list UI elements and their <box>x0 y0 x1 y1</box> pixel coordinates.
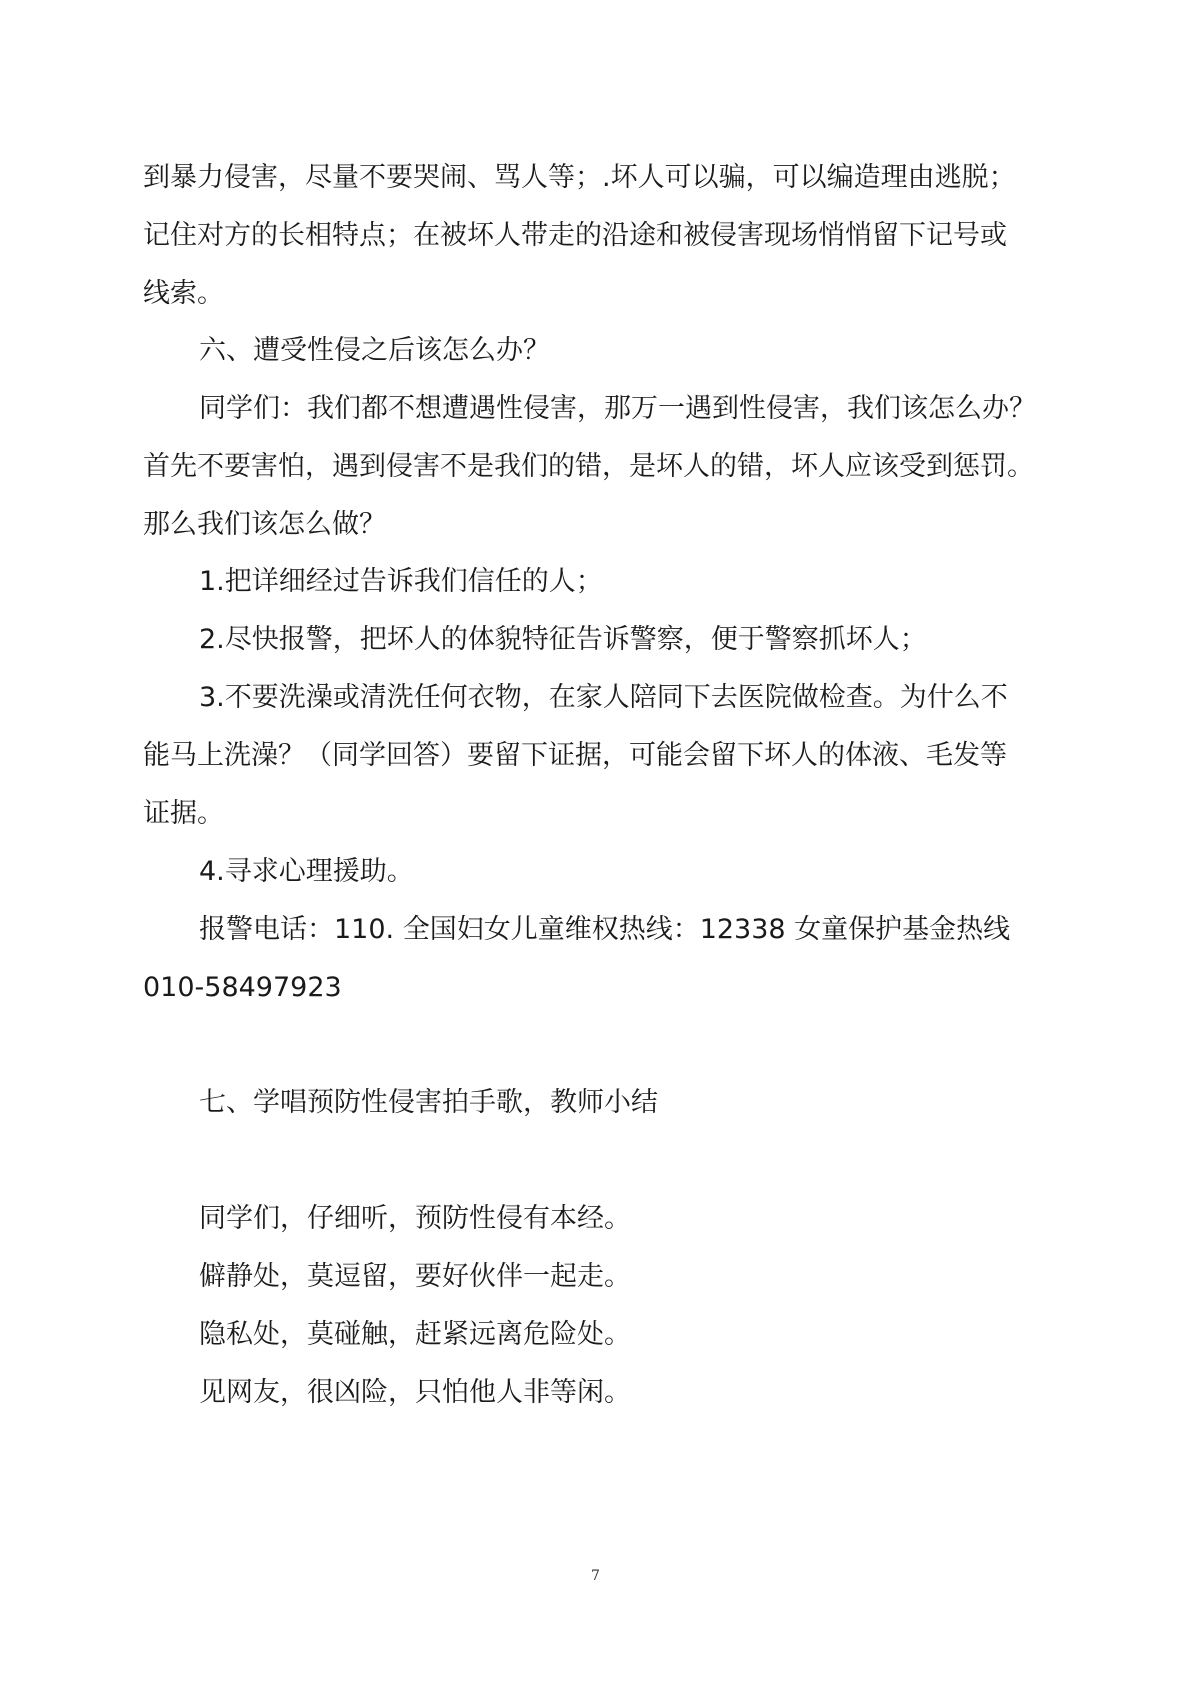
paragraph-line-6: 那么我们该怎么做？ <box>143 509 386 540</box>
song-line-4: 见网友，很凶险，只怕他人非等闲。 <box>199 1377 631 1408</box>
paragraph-line-2: 记住对方的长相特点；在被坏人带走的沿途和被侵害现场悄悄留下记号或 <box>143 220 1007 251</box>
list-item-4: 4.寻求心理援助。 <box>199 856 414 887</box>
song-line-1: 同学们，仔细听，预防性侵有本经。 <box>199 1203 631 1234</box>
hotline-line: 报警电话：110. 全国妇女儿童维权热线：12338 女童保护基金热线 <box>199 914 1011 945</box>
list-item-2: 2.尽快报警，把坏人的体貌特征告诉警察，便于警察抓坏人； <box>199 624 927 655</box>
hotline-number: 010-58497923 <box>143 972 342 1003</box>
list-item-3-end: 证据。 <box>143 798 224 829</box>
list-item-3: 3.不要洗澡或清洗任何衣物，在家人陪同下去医院做检查。为什么不 <box>199 682 1008 713</box>
paragraph-line-3: 线索。 <box>143 278 224 309</box>
song-line-2: 僻静处，莫逗留，要好伙伴一起走。 <box>199 1261 631 1292</box>
paragraph-line-4: 同学们：我们都不想遭遇性侵害，那万一遇到性侵害，我们该怎么办？ <box>199 393 1036 424</box>
section-heading-7: 七、学唱预防性侵害拍手歌，教师小结 <box>199 1087 658 1118</box>
section-heading-6: 六、遭受性侵之后该怎么办？ <box>199 335 550 366</box>
song-line-3: 隐私处，莫碰触，赶紧远离危险处。 <box>199 1319 631 1350</box>
list-item-3-continued: 能马上洗澡？（同学回答）要留下证据，可能会留下坏人的体液、毛发等 <box>143 740 1007 771</box>
paragraph-line-5: 首先不要害怕，遇到侵害不是我们的错，是坏人的错，坏人应该受到惩罚。 <box>143 451 1034 482</box>
paragraph-line-1: 到暴力侵害，尽量不要哭闹、骂人等；.坏人可以骗，可以编造理由逃脱； <box>143 162 1016 193</box>
list-item-1: 1.把详细经过告诉我们信任的人； <box>199 566 603 597</box>
page-number: 7 <box>591 1568 600 1584</box>
